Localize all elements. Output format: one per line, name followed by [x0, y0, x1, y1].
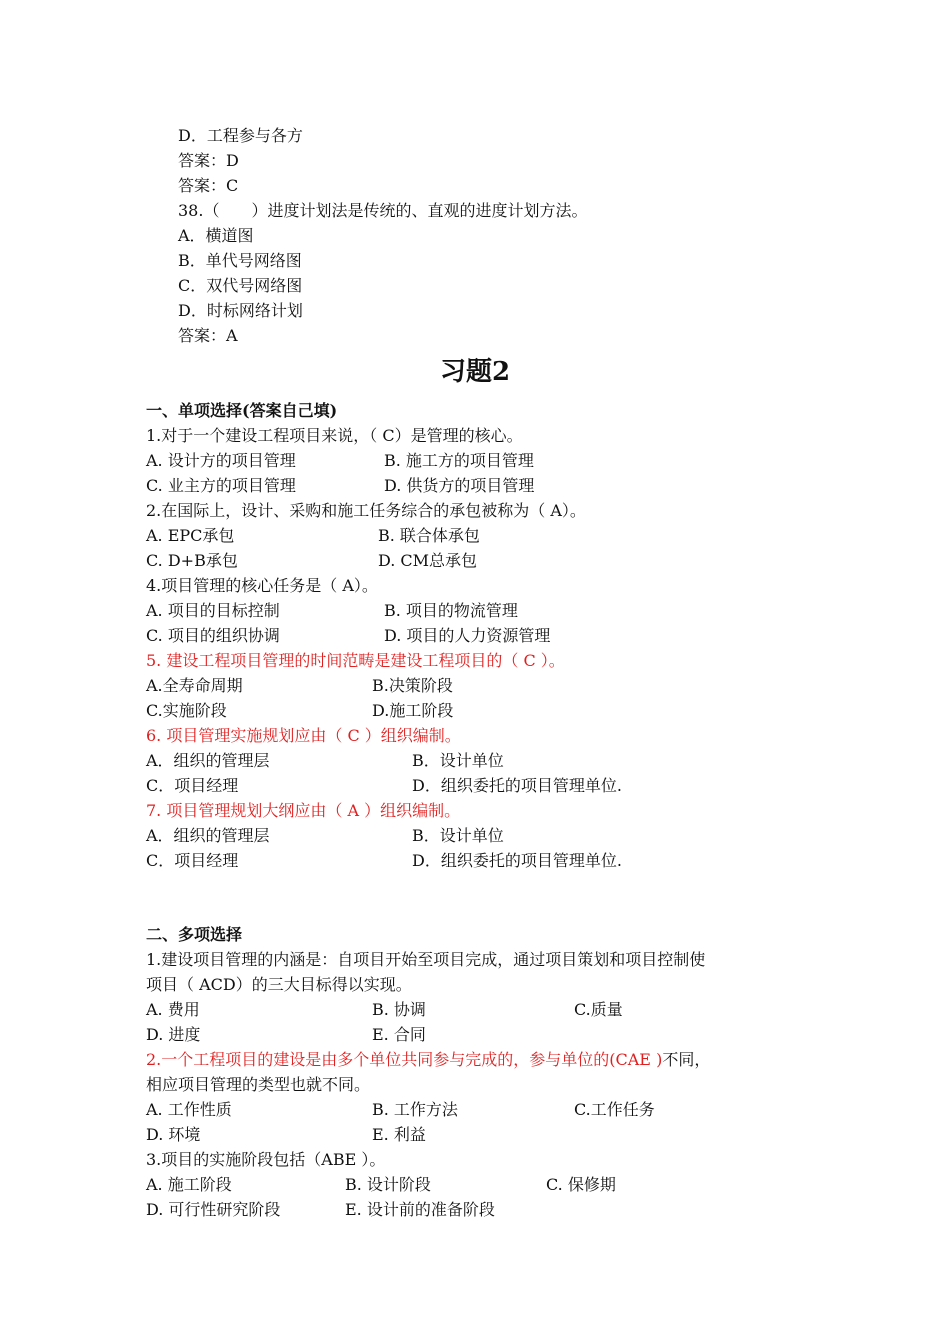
top-line-3: 答案：C: [178, 176, 239, 195]
s2-q2-stem-red: 2.一个工程项目的建设是由多个单位共同参与完成的，参与单位的(CAE ): [146, 1050, 663, 1069]
section2-heading: 二、多项选择: [146, 925, 243, 944]
s1-q4-option-c: C. 项目的组织协调: [146, 626, 280, 645]
s1-q2-stem: 2.在国际上，设计、采购和施工任务综合的承包被称为（ A）。: [146, 501, 586, 520]
s1-q6-option-d: D．组织委托的项目管理单位.: [412, 776, 622, 795]
s1-q4-option-a: A. 项目的目标控制: [146, 601, 280, 620]
s2-q1-option-d: D. 进度: [146, 1025, 201, 1044]
s1-q7-option-b: B．设计单位: [412, 826, 504, 845]
top-line-6: B．单代号网络图: [178, 251, 302, 270]
s2-q2-stem-line2: 相应项目管理的类型也就不同。: [146, 1075, 371, 1094]
s1-q4-stem: 4.项目管理的核心任务是（ A）。: [146, 576, 378, 595]
s2-q3-option-c: C. 保修期: [546, 1175, 616, 1194]
s1-q5-option-d: D.施工阶段: [372, 701, 454, 720]
s1-q6-option-a: A．组织的管理层: [146, 751, 270, 770]
s1-q1-stem: 1.对于一个建设工程项目来说，（ C）是管理的核心。: [146, 426, 523, 445]
top-line-7: C．双代号网络图: [178, 276, 303, 295]
s1-q2-option-c: C. D+B承包: [146, 551, 238, 570]
s1-q2-option-a: A. EPC承包: [146, 526, 235, 545]
top-line-9: 答案：A: [178, 326, 238, 345]
top-line-1: D．工程参与各方: [178, 126, 303, 145]
top-line-2: 答案：D: [178, 151, 239, 170]
s2-q2-option-b: B. 工作方法: [372, 1100, 458, 1119]
s2-q1-stem-line1: 1.建设项目管理的内涵是：自项目开始至项目完成，通过项目策划和项目控制使: [146, 950, 706, 969]
s1-q6-option-c: C．项目经理: [146, 776, 239, 795]
s1-q4-option-d: D. 项目的人力资源管理: [384, 626, 551, 645]
s2-q3-option-d: D. 可行性研究阶段: [146, 1200, 281, 1219]
top-line-4: 38.（ ）进度计划法是传统的、直观的进度计划方法。: [178, 201, 588, 220]
s1-q5-stem: 5. 建设工程项目管理的时间范畴是建设工程项目的（ C ）。: [146, 651, 565, 670]
s2-q2-option-a: A. 工作性质: [146, 1100, 232, 1119]
top-line-8: D．时标网络计划: [178, 301, 303, 320]
s2-q2-option-e: E. 利益: [372, 1125, 426, 1144]
s1-q1-option-a: A. 设计方的项目管理: [146, 451, 296, 470]
s1-q1-option-d: D. 供货方的项目管理: [384, 476, 535, 495]
page-title: 习题2: [439, 357, 511, 387]
s2-q1-option-e: E. 合同: [372, 1025, 426, 1044]
s2-q1-option-b: B. 协调: [372, 1000, 426, 1019]
s2-q1-option-a: A. 费用: [146, 1000, 200, 1019]
s1-q1-option-b: B. 施工方的项目管理: [384, 451, 534, 470]
s1-q6-option-b: B．设计单位: [412, 751, 504, 770]
s1-q7-stem: 7. 项目管理规划大纲应由（ A ）组织编制。: [146, 801, 461, 820]
s1-q5-option-a: A.全寿命周期: [146, 676, 243, 695]
s1-q7-option-c: C．项目经理: [146, 851, 239, 870]
s1-q5-option-b: B.决策阶段: [372, 676, 453, 695]
s1-q1-option-c: C. 业主方的项目管理: [146, 476, 296, 495]
s1-q6-stem: 6. 项目管理实施规划应由（ C ）组织编制。: [146, 726, 461, 745]
s2-q2-option-d: D. 环境: [146, 1125, 201, 1144]
s1-q2-option-d: D. CM总承包: [378, 551, 478, 570]
top-line-5: A．横道图: [178, 226, 254, 245]
s2-q2-stem-line1: [146, 1050, 710, 1070]
s2-q1-option-c: C.质量: [574, 1000, 623, 1019]
s1-q4-option-b: B. 项目的物流管理: [384, 601, 518, 620]
s1-q2-option-b: B. 联合体承包: [378, 526, 480, 545]
s2-q3-option-a: A. 施工阶段: [146, 1175, 232, 1194]
s2-q2-option-c: C.工作任务: [574, 1100, 655, 1119]
s2-q1-stem-line2: 项目（ ACD）的三大目标得以实现。: [146, 975, 412, 994]
s2-q3-option-b: B. 设计阶段: [345, 1175, 431, 1194]
s1-q5-option-c: C.实施阶段: [146, 701, 227, 720]
s2-q3-stem: 3.项目的实施阶段包括（ABE ）。: [146, 1150, 386, 1169]
section1-heading: 一、单项选择(答案自己填): [146, 401, 338, 420]
s1-q7-option-d: D．组织委托的项目管理单位.: [412, 851, 622, 870]
s2-q3-option-e: E. 设计前的准备阶段: [345, 1200, 495, 1219]
s1-q7-option-a: A．组织的管理层: [146, 826, 270, 845]
s2-q2-stem-black: 不同，: [662, 1050, 711, 1069]
